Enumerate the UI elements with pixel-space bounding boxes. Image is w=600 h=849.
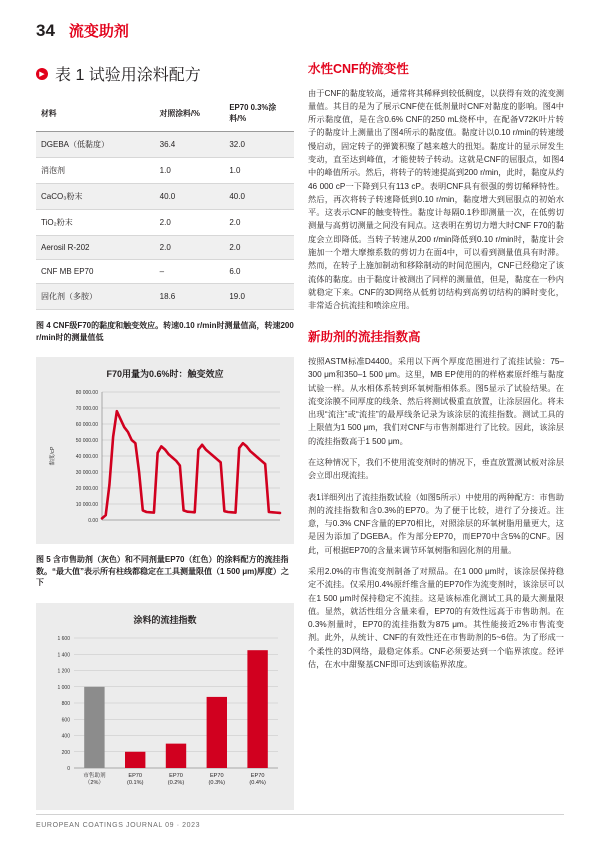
svg-text:60 000.00: 60 000.00: [75, 422, 98, 429]
svg-text:市售助剂: 市售助剂: [83, 772, 106, 779]
table-row: [36, 132, 294, 158]
svg-text:1 200: 1 200: [57, 668, 70, 675]
figure5-caption: 图 5 含市售助剂（灰色）和不同剂量EP70（红色）的涂料配方的流挂指数。“最大值”表示所有柱线都稳定在工具测量限值（1 500 μm)厚度）之下: [36, 555, 289, 588]
svg-text:10 000.00: 10 000.00: [75, 502, 98, 509]
svg-text:EP70: EP70: [209, 772, 224, 779]
svg-text:（2%）: （2%）: [84, 779, 105, 786]
chart-sag-index: [36, 603, 294, 810]
body-paragraph: 在这种情况下，我们不使用流变剂时的情况下，垂直放置测试板对涂层会立即出现流挂。: [308, 458, 564, 481]
column-header-ep70: EP70 0.3%涂料/%: [224, 95, 294, 132]
formulation-table: [36, 95, 294, 310]
chart-f70-thixotropy: [36, 357, 294, 544]
table-cell: –: [155, 260, 225, 284]
table-cell: 32.0: [224, 132, 294, 158]
table-cell: 2.0: [224, 236, 294, 260]
table-row: [36, 236, 294, 260]
chart-f70-svg: [44, 386, 286, 536]
svg-text:0.00: 0.00: [88, 518, 98, 525]
table-row: [36, 210, 294, 236]
svg-text:EP70: EP70: [250, 772, 265, 779]
table-caption: [36, 62, 294, 85]
svg-text:(0.4%): (0.4%): [249, 779, 266, 786]
arrow-right-icon: ▶: [36, 68, 48, 80]
table-cell: 1.0: [224, 158, 294, 184]
svg-text:EP70: EP70: [169, 772, 183, 779]
page-header: [36, 20, 129, 41]
section2-body: [308, 355, 564, 671]
chart-sag-plot: [44, 632, 286, 802]
table-cell: 固化剂（多胺）: [36, 284, 155, 310]
table-cell: 1.0: [155, 158, 225, 184]
chart-f70-plot: [44, 386, 286, 536]
svg-text:40 000.00: 40 000.00: [75, 454, 98, 461]
svg-text:1 000: 1 000: [57, 684, 70, 691]
svg-text:400: 400: [61, 733, 70, 740]
svg-text:600: 600: [61, 717, 70, 724]
table-header-row: [36, 95, 294, 132]
svg-text:0: 0: [67, 765, 70, 772]
body-paragraph: 由于CNF的黏度较高，通常将其稀释到较低稠度，以获得有效的流变测量值。其目的是为了展示CNF使在低剂量时CNF对黏度的影响。图4中所示黏度值，是在含0.6% CNF的250 mL烧杯中，在配备V72K叶片转子的黏度计上测量出了图4所示的黏度值。黏度计以0.10 r/min的转速缓慢启动，固定转子的弹簧积聚了越来越大的扭矩。黏度计的显示屏发生变动，直至达到峰值，才能使转子转动。这就是CNF的屈服点，如图4中的峰值所示。然后，将转子的转速提高到200 r/min，此时，黏度从约46 000 cP一下降到只有113 cP。表明CNF具有很强的剪切稀释特性。然后，再次将转子转速降低到0.10 r/min，黏度增大到屈服点的初始水平。这表示CNF的触变特性。黏度计每隔0.1秒即测量一次，在低剪切测量与高剪切测量之间没有间点。这表明在剪切力增大时CNF F70的黏度会立即降低。当转子转速从200 r/min降低到0.10 r/min时，黏度计会施加一个增大摩擦系数的剪切力在面4中，可以看到测量值具有时滞。然而，在转子上施加制动和移除制动的时间范围内，CNF已经稳定了该流体的黏度。由于黏度计被测出了同样的测量值，但是，黏度在一秒内就稳定下来。CNF的3D网络从低剪切结构到高剪切结构的瞬时变化，非常适合抗流挂和喷涂应用。: [308, 88, 564, 311]
svg-text:1 600: 1 600: [57, 635, 70, 642]
page-title: 流变助剂: [68, 23, 129, 40]
svg-text:黏度/cP: 黏度/cP: [50, 446, 56, 466]
table-cell: CaCO₃粉末: [36, 184, 155, 210]
svg-text:20 000.00: 20 000.00: [75, 486, 98, 493]
left-column: [36, 62, 294, 810]
figure4-caption: 图 4 CNF级F70的黏度和触变效应。转速0.10 r/min时测量值高，转速200 r/min时的测量值低: [36, 321, 294, 342]
section1-body: [308, 87, 564, 313]
svg-text:EP70: EP70: [128, 772, 143, 779]
table-cell: 36.4: [155, 132, 225, 158]
chart-sag-title: 涂料的流挂指数: [133, 614, 197, 625]
svg-text:800: 800: [61, 700, 70, 707]
page-number: 34: [36, 21, 55, 40]
table-cell: 消泡剂: [36, 158, 155, 184]
table-cell: Aerosil R-202: [36, 236, 155, 260]
footer-text: EUROPEAN COATINGS JOURNAL 09 · 2023: [36, 822, 201, 829]
section-title-sag-index: 新助剂的流挂指数高: [308, 330, 421, 345]
table-cell: 19.0: [224, 284, 294, 310]
table-caption-text: 表 1 试验用涂料配方: [55, 67, 201, 84]
svg-text:50 000.00: 50 000.00: [75, 438, 98, 445]
table-cell: TiO₂粉末: [36, 210, 155, 236]
chart-sag-svg: [44, 632, 286, 802]
svg-text:(0.2%): (0.2%): [167, 779, 185, 786]
column-header-material: 材料: [36, 95, 155, 132]
table-cell: 40.0: [224, 184, 294, 210]
table-row: [36, 158, 294, 184]
table-cell: 40.0: [155, 184, 225, 210]
table-cell: CNF MB EP70: [36, 260, 155, 284]
svg-text:(0.1%): (0.1%): [126, 779, 144, 786]
table-cell: 2.0: [155, 210, 225, 236]
table-cell: DGEBA（低黏度）: [36, 132, 155, 158]
table-row: [36, 284, 294, 310]
chart-f70-title: F70用量为0.6%时：触变效应: [106, 369, 224, 380]
svg-text:1 400: 1 400: [57, 652, 70, 659]
table-cell: 18.6: [155, 284, 225, 310]
svg-text:(0.3%): (0.3%): [208, 779, 226, 786]
table-cell: 2.0: [224, 210, 294, 236]
table-row: [36, 260, 294, 284]
body-paragraph: 按照ASTM标准D4400。采用以下两个厚度范围进行了流挂试验：75–300 μm和350–1 500 μm。这里，MB EP使用的的样格素原纤维与黏度试验一样。从水相体系转到环氧树脂相体系。图5显示了试验结果。在流变涂膜不同厚度的线条、然后将测试极重直放置，让涂层固化。将未出现“流注”或“流挂”的最厚线条记录为该涂层的流挂指数。测试工具的上限值为1 500 μm，我们对CNF与市售剂都进行了比较。因此，该涂层的流挂指数高于1 500 μm。: [308, 357, 564, 446]
svg-text:200: 200: [61, 749, 70, 756]
svg-text:80 000.00: 80 000.00: [75, 390, 98, 397]
table-cell: 2.0: [155, 236, 225, 260]
table-row: [36, 184, 294, 210]
svg-text:30 000.00: 30 000.00: [75, 470, 98, 477]
body-paragraph: 表1详细列出了流挂指数试验（如图5所示）中使用的两种配方：市售助剂的流挂指数和含0.3%的EP70。为了便于比较，进行了分接近。注意，与0.3% CNF含量的EP70相比，对照涂层的环氧树脂用量更大，这是因为添加了DGEBA。作为部分EP70，而EP70中含5%的CNF。因此，可根据EP70的含量来调节环氧树脂和固化剂的用量。: [308, 492, 564, 555]
body-paragraph: 采用2.0%的市售流变剂制备了对照品。在1 000 μm时，该涂层保持稳定不流挂。仅采用0.4%原纤维含量的EP70作为流变剂时，该涂层可以在1 500 μm时保持稳定不流挂。这是该标准化测试工具的最大测量限值。显然，就活性组分含量来看，EP70的有效性远高于市售助剂。在0.3%剂量时，EP70的流挂指数为875 μm。其性能接近2%市售流变剂。此外，从统计、CNF的有效性还在市售助剂的5~6倍。为了形成一个柔性的3D网络，最稳定体系。CNF必须要达到一个临界浓度。经评估，在水中甜聚基CNF即可达到该临界浓度。: [308, 566, 564, 669]
section-title-cnf-rheology: 水性CNF的流变性: [308, 62, 409, 76]
right-column: [308, 62, 564, 679]
table-cell: 6.0: [224, 260, 294, 284]
column-header-control: 对照涂料/%: [155, 95, 225, 132]
footer-divider: [36, 814, 564, 815]
svg-text:70 000.00: 70 000.00: [75, 406, 98, 413]
